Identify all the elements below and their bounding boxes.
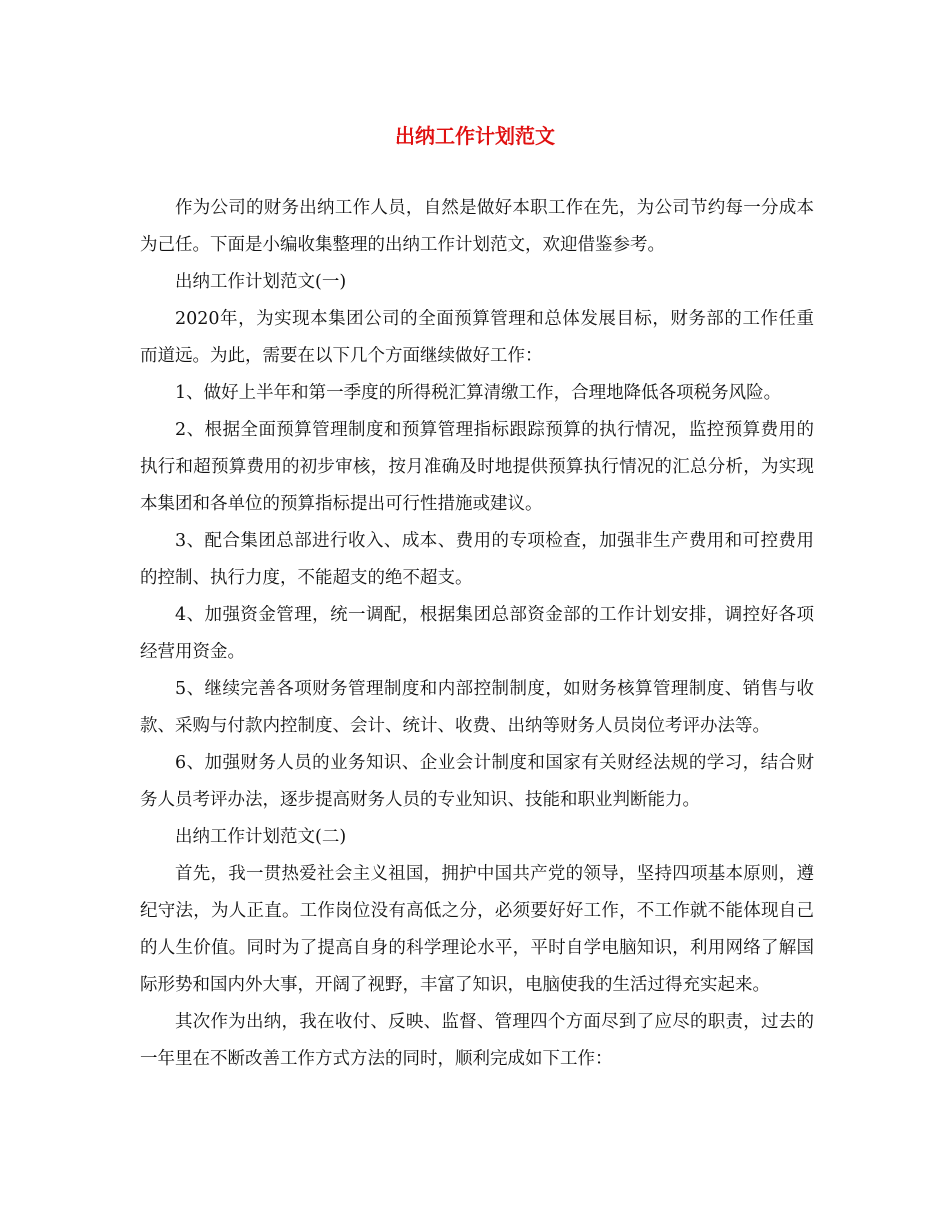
- list-item-2: 2、根据全面预算管理制度和预算管理指标跟踪预算的执行情况，监控预算费用的执行和超预算费用的初步审核，按月准确及时地提供预算执行情况的汇总分析，为实现本集团和各单位的预算指标提出可行性措施或建议。: [140, 420, 814, 514]
- section-heading-2: 出纳工作计划范文(二): [175, 827, 347, 847]
- document-title: 出纳工作计划范文: [395, 124, 555, 148]
- list-item-1: 1、做好上半年和第一季度的所得税汇算清缴工作，合理地降低各项税务风险。: [175, 383, 782, 403]
- intro-paragraph: 作为公司的财务出纳工作人员，自然是做好本职工作在先，为公司节约每一分成本为己任。下面是小编收集整理的出纳工作计划范文，欢迎借鉴参考。: [140, 198, 814, 255]
- list-item-4: 4、加强资金管理，统一调配，根据集团总部资金部的工作计划安排，调控好各项经营用资金。: [140, 605, 814, 662]
- list-item-5: 5、继续完善各项财务管理制度和内部控制制度，如财务核算管理制度、销售与收款、采购与付款内控制度、会计、统计、收费、出纳等财务人员岗位考评办法等。: [140, 679, 814, 736]
- paragraph: 其次作为出纳，我在收付、反映、监督、管理四个方面尽到了应尽的职责，过去的一年里在不断改善工作方式方法的同时，顺利完成如下工作：: [140, 1012, 814, 1069]
- paragraph: 2020年，为实现本集团公司的全面预算管理和总体发展目标，财务部的工作任重而道远。为此，需要在以下几个方面继续做好工作：: [140, 309, 814, 366]
- document-body: [140, 190, 814, 1078]
- list-item-3: 3、配合集团总部进行收入、成本、费用的专项检查，加强非生产费用和可控费用的控制、执行力度，不能超支的绝不超支。: [140, 531, 814, 588]
- section-heading-1: 出纳工作计划范文(一): [175, 272, 347, 292]
- paragraph: 首先，我一贯热爱社会主义祖国，拥护中国共产党的领导，坚持四项基本原则，遵纪守法，为人正直。工作岗位没有高低之分，必须要好好工作，不工作就不能体现自己的人生价值。同时为了提高自身的科学理论水平，平时自学电脑知识，利用网络了解国际形势和国内外大事，开阔了视野，丰富了知识，电脑使我的生活过得充实起来。: [140, 864, 814, 995]
- list-item-6: 6、加强财务人员的业务知识、企业会计制度和国家有关财经法规的学习，结合财务人员考评办法，逐步提高财务人员的专业知识、技能和职业判断能力。: [140, 753, 814, 810]
